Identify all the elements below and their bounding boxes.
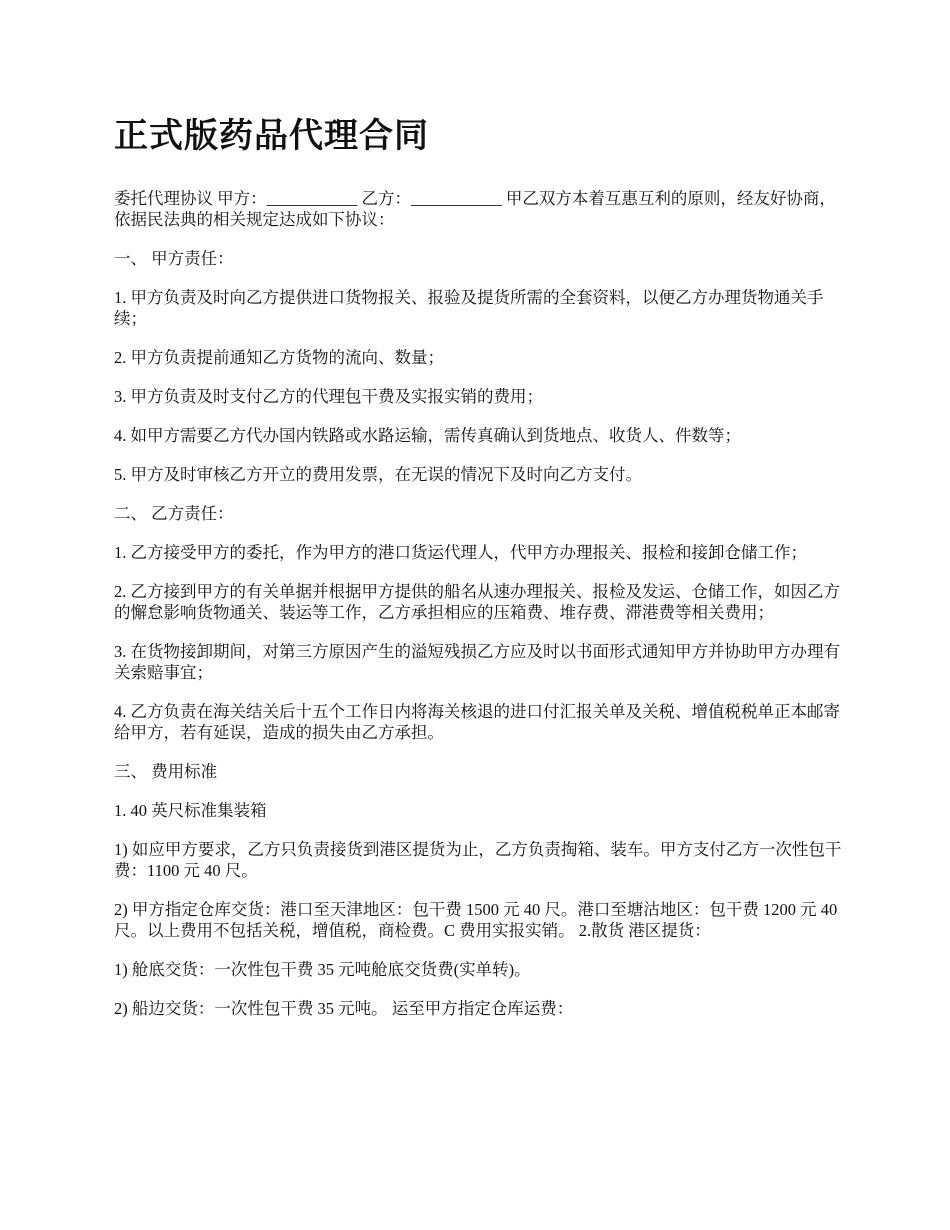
clause-a-2: 2. 甲方负责提前通知乙方货物的流向、数量； — [114, 348, 444, 367]
section-heading-party-a: 一、 甲方责任： — [114, 249, 234, 268]
clause-a-1: 1. 甲方负责及时向乙方提供进口货物报关、报验及提货所需的全套资料，以便乙方办理货物通关手续； — [114, 288, 824, 328]
fee-item-bulk-1: 1) 舱底交货：一次性包干费 35 元吨舱底交货费(实单转)。 — [114, 960, 531, 979]
clause-b-1: 1. 乙方接受甲方的委托，作为甲方的港口货运代理人，代甲方办理报关、报检和接卸仓储工作； — [114, 543, 807, 562]
clause-a-4: 4. 如甲方需要乙方代办国内铁路或水路运输，需传真确认到货地点、收货人、件数等； — [114, 426, 741, 445]
fee-item-2: 2) 甲方指定仓库交货：港口至天津地区：包干费 1500 元 40 尺。港口至塘沽地区：包干费 1200 元 40 尺。以上费用不包括关税，增值税，商检费。C 费用实报实销。 2.散货 港区提货： — [114, 900, 838, 940]
section-heading-party-b: 二、 乙方责任： — [114, 504, 234, 523]
fee-item-bulk-2: 2) 船边交货：一次性包干费 35 元吨。 运至甲方指定仓库运费： — [114, 999, 574, 1018]
document-page — [114, 112, 842, 1037]
clause-b-2: 2. 乙方接到甲方的有关单据并根据甲方提供的船名从速办理报关、报检及发运、仓储工作，如因乙方的懈怠影响货物通关、装运等工作，乙方承担相应的压箱费、堆存费、滞港费等相关费用； — [114, 582, 840, 622]
section-heading-fees: 三、 费用标准 — [114, 762, 218, 781]
fee-item-container: 1. 40 英尺标准集装箱 — [114, 801, 267, 820]
clause-a-5: 5. 甲方及时审核乙方开立的费用发票，在无误的情况下及时向乙方支付。 — [114, 465, 642, 484]
clause-b-4: 4. 乙方负责在海关结关后十五个工作日内将海关核退的进口付汇报关单及关税、增值税税单正本邮寄给甲方，若有延误，造成的损失由乙方承担。 — [114, 702, 840, 742]
fee-item-1: 1) 如应甲方要求，乙方只负责接货到港区提货为止，乙方负责掏箱、装车。甲方支付乙方一次性包干费：1100 元 40 尺。 — [114, 840, 842, 880]
clause-a-3: 3. 甲方负责及时支付乙方的代理包干费及实报实销的费用； — [114, 387, 543, 406]
intro-paragraph: 委托代理协议 甲方：___________ 乙方：___________ 甲乙双方本着互惠互利的原则，经友好协商，依据民法典的相关规定达成如下协议： — [114, 189, 836, 229]
document-title: 正式版药品代理合同 — [114, 116, 429, 156]
clause-b-3: 3. 在货物接卸期间，对第三方原因产生的溢短残损乙方应及时以书面形式通知甲方并协助甲方办理有关索赔事宜； — [114, 642, 840, 682]
